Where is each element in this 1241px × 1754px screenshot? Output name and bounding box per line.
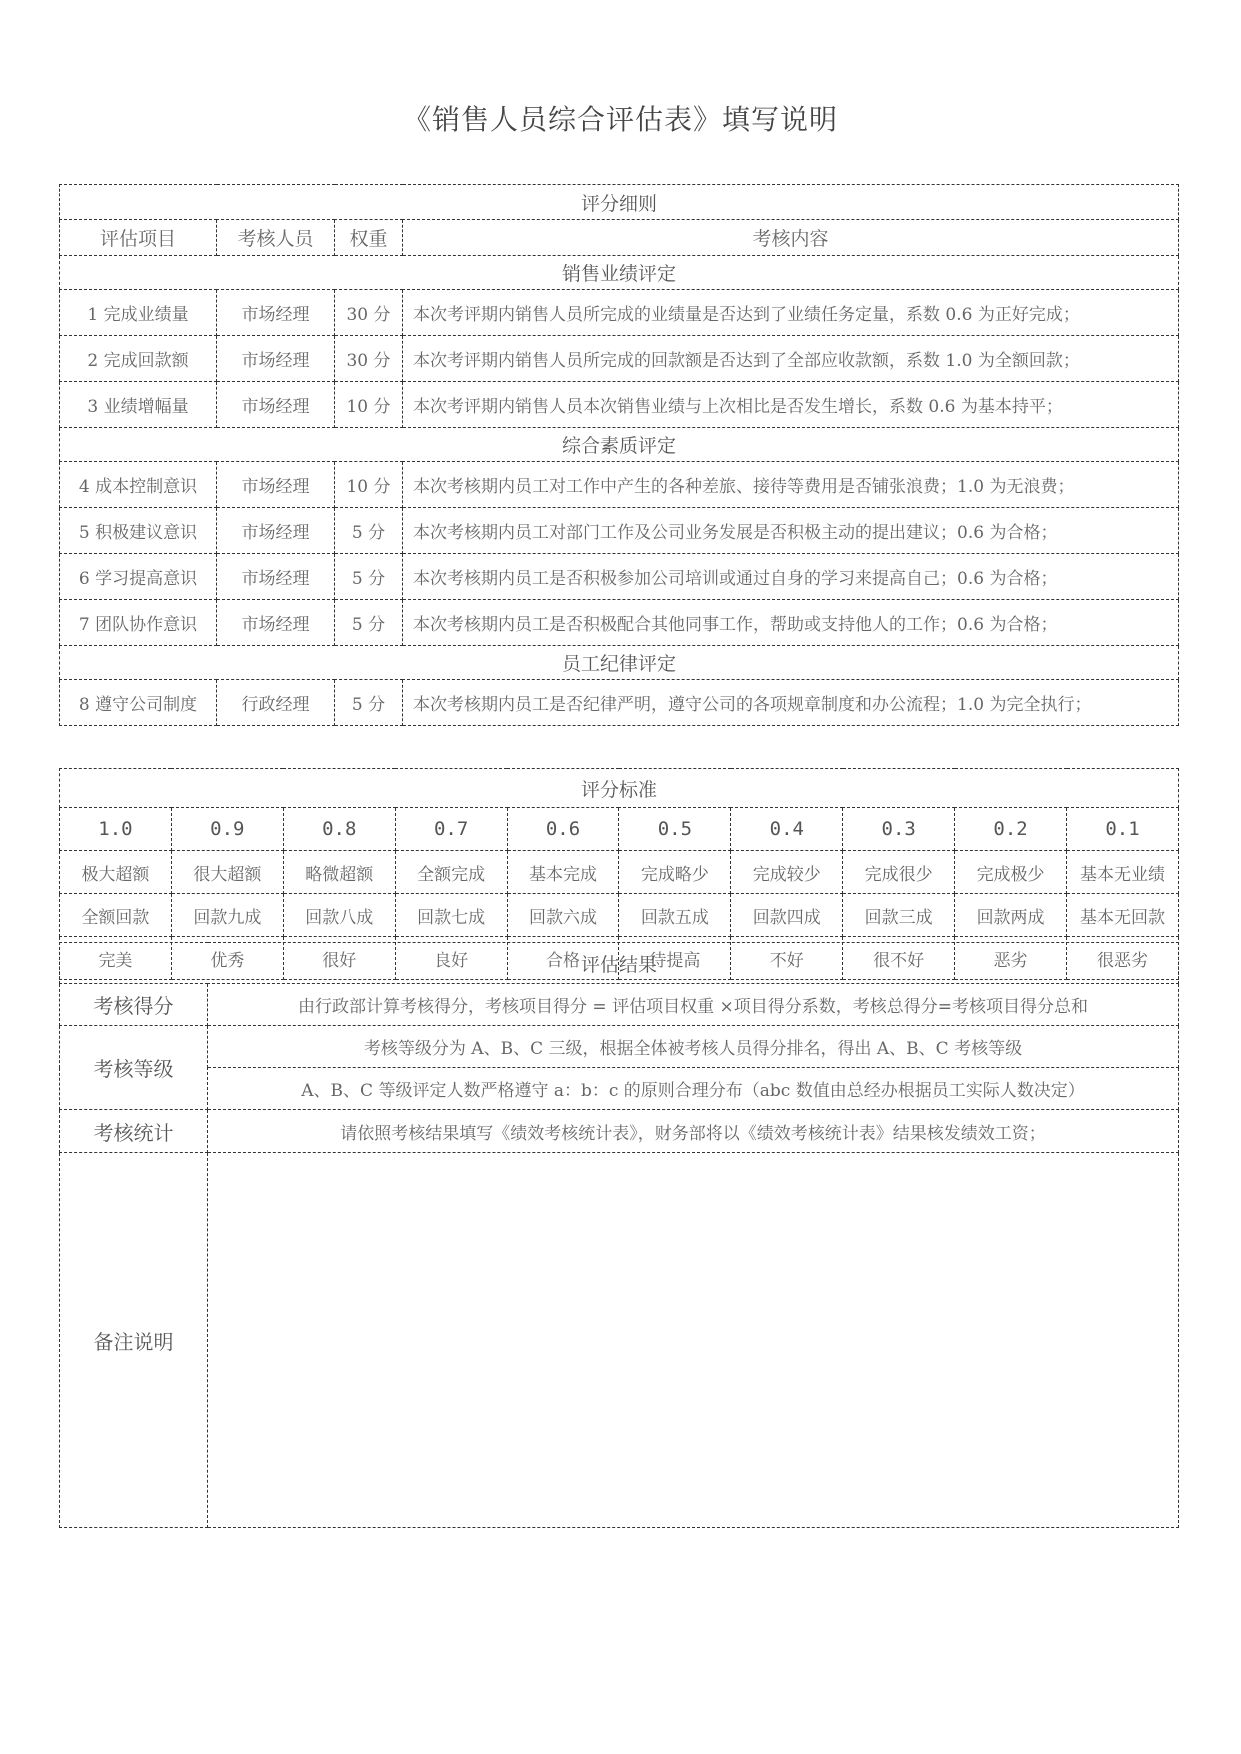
table-row [60, 600, 1179, 646]
scoring-standard-title: 评分标准 [60, 769, 1179, 808]
cell-item: 5 积极建议意识 [60, 508, 217, 554]
payment-cell: 回款四成 [731, 894, 843, 937]
payment-cell: 回款两成 [955, 894, 1067, 937]
cell-content: 本次考评期内销售人员所完成的回款额是否达到了全部应收款额，系数 1.0 为全额回款； [403, 336, 1179, 382]
results-title: 评估结果 [60, 943, 1179, 984]
header-item: 评估项目 [60, 220, 217, 256]
header-content: 考核内容 [403, 220, 1179, 256]
cell-assessor: 市场经理 [217, 382, 335, 428]
group-title: 销售业绩评定 [60, 256, 1179, 290]
cell-weight: 5 分 [335, 680, 403, 726]
quality-cell: 合格 [507, 937, 619, 980]
stats-text: 请依照考核结果填写《绩效考核统计表》，财务部将以《绩效考核统计表》结果核发绩效工资； [208, 1110, 1179, 1153]
quality-cell: 恶劣 [955, 937, 1067, 980]
table-row [60, 462, 1179, 508]
performance-cell: 很大超额 [171, 851, 283, 894]
cell-assessor: 市场经理 [217, 508, 335, 554]
table-row [60, 680, 1179, 726]
cell-assessor: 市场经理 [217, 336, 335, 382]
grade-text-1: 考核等级分为 A、B、C 三级，根据全体被考核人员得分排名，得出 A、B、C 考核等级 [208, 1026, 1179, 1068]
coefficient-cell: 0.4 [731, 808, 843, 851]
cell-content: 本次考核期内员工是否积极参加公司培训或通过自身的学习来提高自己；0.6 为合格； [403, 554, 1179, 600]
group-title: 综合素质评定 [60, 428, 1179, 462]
scoring-details-table [59, 184, 1179, 726]
cell-weight: 10 分 [335, 462, 403, 508]
cell-assessor: 行政经理 [217, 680, 335, 726]
coefficient-cell: 0.8 [283, 808, 395, 851]
table-row [60, 508, 1179, 554]
page-title: 《销售人员综合评估表》填写说明 [402, 103, 838, 136]
table-row [60, 336, 1179, 382]
cell-content: 本次考核期内员工对工作中产生的各种差旅、接待等费用是否铺张浪费；1.0 为无浪费； [403, 462, 1179, 508]
cell-item: 1 完成业绩量 [60, 290, 217, 336]
cell-item: 2 完成回款额 [60, 336, 217, 382]
header-assessor: 考核人员 [217, 220, 335, 256]
performance-cell: 基本无业绩 [1067, 851, 1179, 894]
payment-cell: 回款六成 [507, 894, 619, 937]
notes-label: 备注说明 [60, 1153, 208, 1528]
cell-content: 本次考评期内销售人员所完成的业绩量是否达到了业绩任务定量，系数 0.6 为正好完成； [403, 290, 1179, 336]
coefficient-cell: 0.5 [619, 808, 731, 851]
table-row [60, 290, 1179, 336]
cell-assessor: 市场经理 [217, 554, 335, 600]
payment-cell: 回款三成 [843, 894, 955, 937]
cell-weight: 5 分 [335, 600, 403, 646]
performance-row [60, 851, 1179, 894]
payment-cell: 回款九成 [171, 894, 283, 937]
quality-cell: 很不好 [843, 937, 955, 980]
notes-area[interactable] [208, 1153, 1179, 1528]
quality-cell: 很恶劣 [1067, 937, 1179, 980]
performance-cell: 基本完成 [507, 851, 619, 894]
coefficient-cell: 1.0 [60, 808, 172, 851]
performance-cell: 完成较少 [731, 851, 843, 894]
cell-weight: 10 分 [335, 382, 403, 428]
cell-weight: 30 分 [335, 290, 403, 336]
results-table [59, 942, 1179, 1528]
cell-item: 7 团队协作意识 [60, 600, 217, 646]
cell-content: 本次考核期内员工是否纪律严明，遵守公司的各项规章制度和办公流程；1.0 为完全执行； [403, 680, 1179, 726]
coefficient-cell: 0.3 [843, 808, 955, 851]
grade-label: 考核等级 [60, 1026, 208, 1110]
table-row [60, 382, 1179, 428]
payment-cell: 基本无回款 [1067, 894, 1179, 937]
coefficient-cell: 0.1 [1067, 808, 1179, 851]
quality-cell: 良好 [395, 937, 507, 980]
cell-assessor: 市场经理 [217, 290, 335, 336]
score-label: 考核得分 [60, 984, 208, 1026]
score-text: 由行政部计算考核得分，考核项目得分 = 评估项目权重 ×项目得分系数，考核总得分=考核项目得分总和 [208, 984, 1179, 1026]
group-title: 员工纪律评定 [60, 646, 1179, 680]
coefficient-cell: 0.9 [171, 808, 283, 851]
coefficient-row [60, 808, 1179, 851]
quality-cell: 完美 [60, 937, 172, 980]
performance-cell: 完成很少 [843, 851, 955, 894]
performance-cell: 全额完成 [395, 851, 507, 894]
payment-cell: 回款八成 [283, 894, 395, 937]
cell-content: 本次考核期内员工是否积极配合其他同事工作，帮助或支持他人的工作；0.6 为合格； [403, 600, 1179, 646]
cell-item: 3 业绩增幅量 [60, 382, 217, 428]
cell-assessor: 市场经理 [217, 600, 335, 646]
grade-text-2: A、B、C 等级评定人数严格遵守 a：b：c 的原则合理分布（abc 数值由总经办根据员工实际人数决定） [208, 1068, 1179, 1110]
cell-assessor: 市场经理 [217, 462, 335, 508]
table-row [60, 554, 1179, 600]
cell-weight: 5 分 [335, 554, 403, 600]
quality-cell: 优秀 [171, 937, 283, 980]
payment-row [60, 894, 1179, 937]
performance-cell: 完成略少 [619, 851, 731, 894]
cell-weight: 30 分 [335, 336, 403, 382]
stats-label: 考核统计 [60, 1110, 208, 1153]
performance-cell: 略微超额 [283, 851, 395, 894]
quality-cell: 很好 [283, 937, 395, 980]
header-weight: 权重 [335, 220, 403, 256]
performance-cell: 完成极少 [955, 851, 1067, 894]
payment-cell: 回款五成 [619, 894, 731, 937]
quality-cell: 待提高 [619, 937, 731, 980]
performance-cell: 极大超额 [60, 851, 172, 894]
payment-cell: 回款七成 [395, 894, 507, 937]
quality-cell: 不好 [731, 937, 843, 980]
coefficient-cell: 0.6 [507, 808, 619, 851]
payment-cell: 全额回款 [60, 894, 172, 937]
coefficient-cell: 0.2 [955, 808, 1067, 851]
coefficient-cell: 0.7 [395, 808, 507, 851]
cell-content: 本次考核期内员工对部门工作及公司业务发展是否积极主动的提出建议；0.6 为合格； [403, 508, 1179, 554]
cell-item: 4 成本控制意识 [60, 462, 217, 508]
cell-weight: 5 分 [335, 508, 403, 554]
cell-item: 6 学习提高意识 [60, 554, 217, 600]
cell-content: 本次考评期内销售人员本次销售业绩与上次相比是否发生增长，系数 0.6 为基本持平； [403, 382, 1179, 428]
cell-item: 8 遵守公司制度 [60, 680, 217, 726]
scoring-details-title: 评分细则 [60, 185, 1179, 220]
